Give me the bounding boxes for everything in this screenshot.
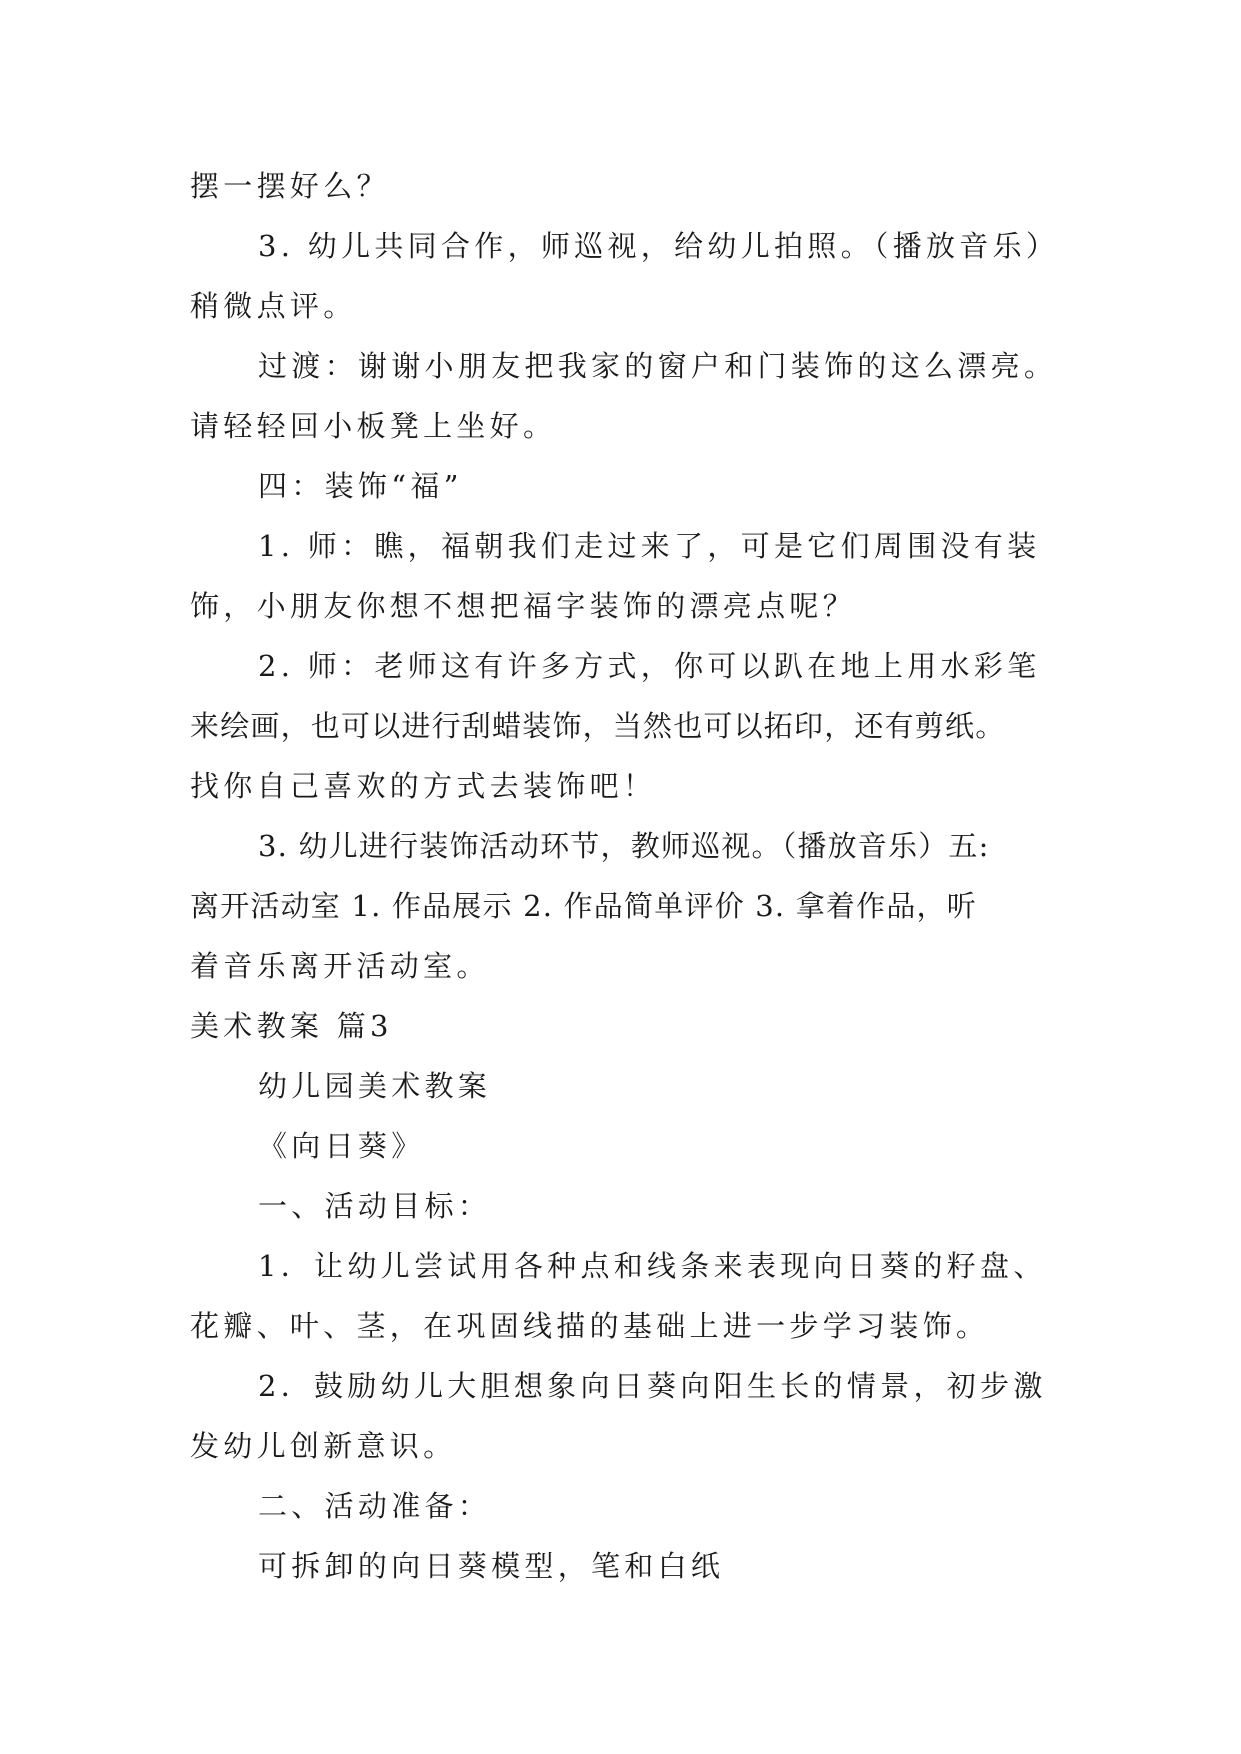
- text-line: 摆一摆好么？: [190, 169, 390, 203]
- section-heading: 四：装饰“福”: [258, 469, 463, 503]
- text-line: 稍微点评。: [190, 289, 357, 323]
- lesson-title: 幼儿园美术教案: [258, 1069, 492, 1103]
- text-line: 发幼儿创新意识。: [190, 1429, 457, 1463]
- text-line: 可拆卸的向日葵模型，笔和白纸: [258, 1549, 725, 1583]
- text-line: 来绘画，也可以进行刮蜡装饰，当然也可以拓印，还有剪纸。: [190, 709, 1006, 743]
- section-heading: 二、活动准备：: [258, 1489, 492, 1523]
- text-line: 花瓣、叶、茎，在巩固线描的基础上进一步学习装饰。: [190, 1309, 990, 1343]
- text-line: 找你自己喜欢的方式去装饰吧！: [190, 769, 657, 803]
- text-line: 请轻轻回小板凳上坐好。: [190, 409, 557, 443]
- text-line: 过渡：谢谢小朋友把我家的窗户和门装饰的这么漂亮。: [258, 349, 1058, 383]
- text-line: 2. 师：老师这有许多方式，你可以趴在地上用水彩笔: [258, 649, 1041, 683]
- text-line: 1. 师：瞧，福朝我们走过来了，可是它们周围没有装: [258, 529, 1041, 563]
- text-line: 2．鼓励幼儿大胆想象向日葵向阳生长的情景，初步激: [258, 1369, 1047, 1403]
- lesson-subtitle: 《向日葵》: [258, 1129, 425, 1163]
- text-line: 1．让幼儿尝试用各种点和线条来表现向日葵的籽盘、: [258, 1249, 1047, 1283]
- text-line: 饰，小朋友你想不想把福字装饰的漂亮点呢？: [190, 589, 857, 623]
- text-line: 3. 幼儿共同合作，师巡视，给幼儿拍照。（播放音乐）: [258, 229, 1060, 263]
- section-heading: 一、活动目标：: [258, 1189, 492, 1223]
- text-line: 离开活动室 1. 作品展示 2. 作品简单评价 3. 拿着作品，听: [190, 889, 977, 923]
- chapter-heading: 美术教案 篇3: [190, 1009, 393, 1043]
- text-line: 3. 幼儿进行装饰活动环节，教师巡视。（播放音乐）五:: [258, 829, 990, 863]
- text-line: 着音乐离开活动室。: [190, 949, 490, 983]
